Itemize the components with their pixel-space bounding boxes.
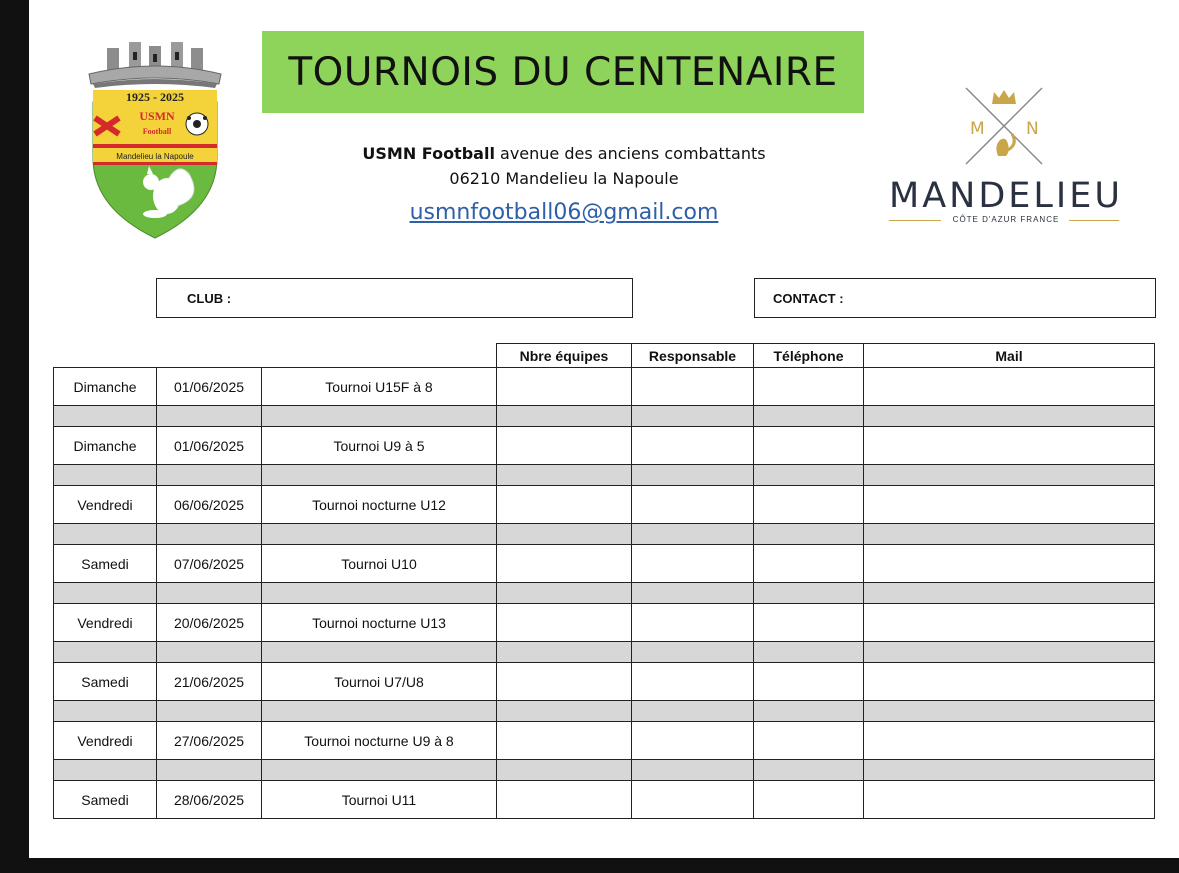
responsable-input[interactable] — [632, 604, 754, 642]
event-cell: Tournoi U11 — [262, 781, 497, 819]
telephone-input[interactable] — [754, 604, 864, 642]
address-line-2: 06210 Mandelieu la Napoule — [449, 169, 679, 188]
spacer-row — [54, 760, 1155, 781]
mail-input[interactable] — [864, 427, 1155, 465]
header-mail: Mail — [864, 344, 1155, 368]
mail-input[interactable] — [864, 545, 1155, 583]
city-name: MANDELIEU — [889, 176, 1123, 216]
responsable-input[interactable] — [632, 663, 754, 701]
table-header-row — [54, 344, 1155, 368]
crest-name: USMN — [139, 109, 175, 123]
telephone-input[interactable] — [754, 486, 864, 524]
nbre-equipes-input[interactable] — [497, 722, 632, 760]
table-row — [54, 722, 1155, 760]
header-telephone: Téléphone — [754, 344, 864, 368]
date-cell: 21/06/2025 — [157, 663, 262, 701]
nbre-equipes-input[interactable] — [497, 486, 632, 524]
day-cell: Vendredi — [54, 486, 157, 524]
day-cell: Vendredi — [54, 722, 157, 760]
spacer-row — [54, 642, 1155, 663]
mail-input[interactable] — [864, 604, 1155, 642]
date-cell: 20/06/2025 — [157, 604, 262, 642]
table-row — [54, 486, 1155, 524]
date-cell: 27/06/2025 — [157, 722, 262, 760]
day-cell: Samedi — [54, 781, 157, 819]
club-label: CLUB : — [187, 290, 232, 306]
responsable-input[interactable] — [632, 368, 754, 406]
event-cell: Tournoi nocturne U12 — [262, 486, 497, 524]
address-block — [264, 141, 864, 191]
crest-ribbon: Mandelieu la Napoule — [116, 152, 194, 161]
date-cell: 07/06/2025 — [157, 545, 262, 583]
nbre-equipes-input[interactable] — [497, 663, 632, 701]
usmn-club-crest — [85, 38, 225, 242]
date-cell: 01/06/2025 — [157, 368, 262, 406]
nbre-equipes-input[interactable] — [497, 781, 632, 819]
mail-input[interactable] — [864, 663, 1155, 701]
telephone-input[interactable] — [754, 781, 864, 819]
table-row — [54, 781, 1155, 819]
event-cell: Tournoi nocturne U9 à 8 — [262, 722, 497, 760]
date-cell: 28/06/2025 — [157, 781, 262, 819]
nbre-equipes-input[interactable] — [497, 427, 632, 465]
nbre-equipes-input[interactable] — [497, 368, 632, 406]
responsable-input[interactable] — [632, 486, 754, 524]
document-sheet — [29, 0, 1179, 858]
responsable-input[interactable] — [632, 722, 754, 760]
address-line-1 — [264, 141, 864, 166]
address-org: USMN Football — [362, 144, 495, 163]
squirrel-icon — [996, 134, 1014, 156]
spacer-row — [54, 465, 1155, 486]
table-row — [54, 368, 1155, 406]
nbre-equipes-input[interactable] — [497, 545, 632, 583]
event-cell: Tournoi nocturne U13 — [262, 604, 497, 642]
mail-input[interactable] — [864, 368, 1155, 406]
crown-icon — [992, 90, 1016, 104]
day-cell: Samedi — [54, 545, 157, 583]
day-cell: Dimanche — [54, 368, 157, 406]
telephone-input[interactable] — [754, 545, 864, 583]
castle-crown-icon — [89, 42, 221, 88]
monogram-right: N — [1026, 119, 1039, 139]
spacer-row — [54, 701, 1155, 722]
spacer-row — [54, 583, 1155, 604]
crest-years: 1925 - 2025 — [126, 90, 184, 104]
page-title: TOURNOIS DU CENTENAIRE — [288, 49, 838, 95]
email-link[interactable]: usmnfootball06@gmail.com — [409, 200, 719, 225]
event-cell: Tournoi U10 — [262, 545, 497, 583]
crest-sub: Football — [142, 127, 172, 136]
table-row — [54, 545, 1155, 583]
table-row — [54, 604, 1155, 642]
event-cell: Tournoi U15F à 8 — [262, 368, 497, 406]
contact-field[interactable] — [754, 278, 1156, 318]
tournament-table — [53, 343, 1155, 819]
day-cell: Dimanche — [54, 427, 157, 465]
table-row — [54, 427, 1155, 465]
responsable-input[interactable] — [632, 545, 754, 583]
city-tagline: CÔTE D'AZUR FRANCE — [952, 215, 1060, 224]
day-cell: Vendredi — [54, 604, 157, 642]
responsable-input[interactable] — [632, 427, 754, 465]
header-responsable: Responsable — [632, 344, 754, 368]
telephone-input[interactable] — [754, 722, 864, 760]
nbre-equipes-input[interactable] — [497, 604, 632, 642]
mandelieu-monogram — [954, 84, 1050, 168]
table-row — [54, 663, 1155, 701]
mail-input[interactable] — [864, 486, 1155, 524]
monogram-left: M — [970, 119, 985, 139]
title-banner — [262, 31, 864, 113]
event-cell: Tournoi U7/U8 — [262, 663, 497, 701]
telephone-input[interactable] — [754, 427, 864, 465]
address-street: avenue des anciens combattants — [494, 144, 766, 163]
day-cell: Samedi — [54, 663, 157, 701]
mail-input[interactable] — [864, 781, 1155, 819]
event-cell: Tournoi U9 à 5 — [262, 427, 497, 465]
telephone-input[interactable] — [754, 368, 864, 406]
contact-label: CONTACT : — [773, 290, 844, 306]
spacer-row — [54, 406, 1155, 427]
spacer-row — [54, 524, 1155, 545]
date-cell: 06/06/2025 — [157, 486, 262, 524]
soccer-ball-icon — [186, 113, 208, 135]
club-field[interactable] — [156, 278, 633, 318]
header-nbre-equipes: Nbre équipes — [497, 344, 632, 368]
telephone-input[interactable] — [754, 663, 864, 701]
responsable-input[interactable] — [632, 781, 754, 819]
date-cell: 01/06/2025 — [157, 427, 262, 465]
mail-input[interactable] — [864, 722, 1155, 760]
